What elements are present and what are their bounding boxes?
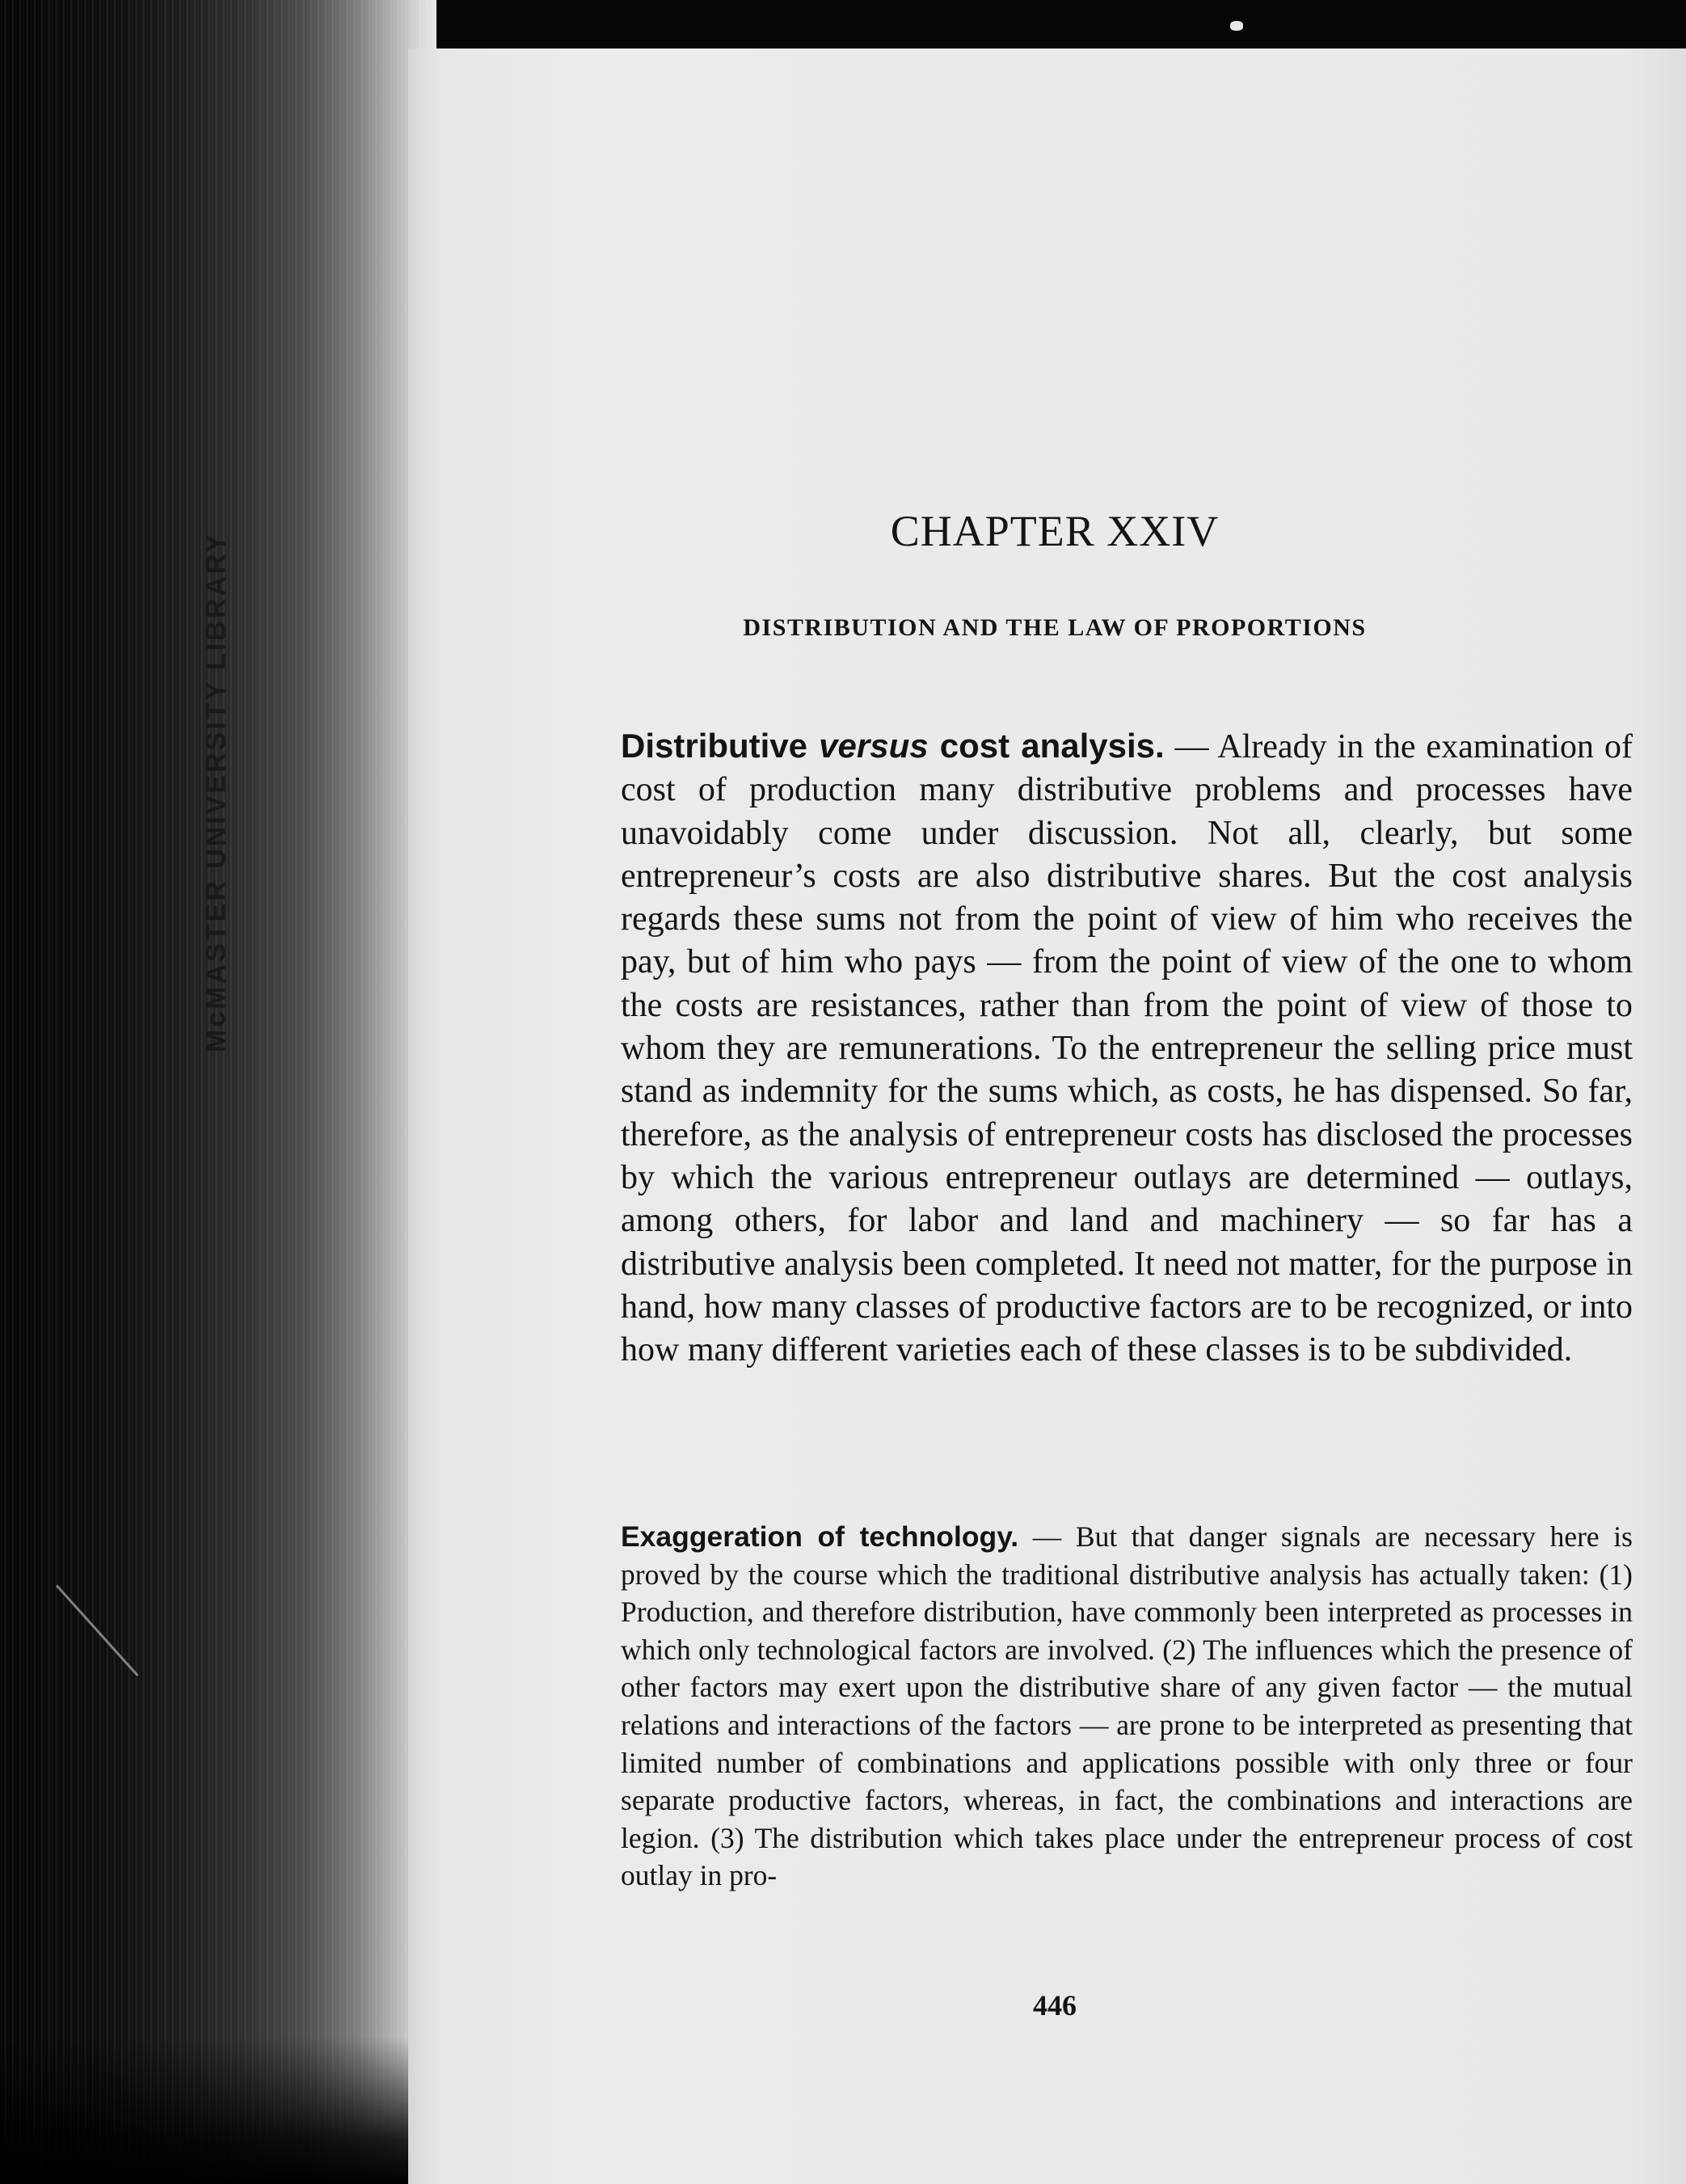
section-heading-text: cost analysis. bbox=[928, 727, 1165, 765]
section-heading-text: Distributive bbox=[621, 727, 820, 765]
page-number: 446 bbox=[1033, 1989, 1077, 2022]
chapter-title: CHAPTER XXIV bbox=[890, 507, 1220, 555]
book-page bbox=[408, 48, 1686, 2184]
section-heading: Exaggeration of technology. bbox=[621, 1520, 1019, 1553]
chapter-subtitle: DISTRIBUTION AND THE LAW OF PROPORTIONS bbox=[743, 614, 1367, 641]
paragraph-exaggeration-of-technology bbox=[621, 1518, 1633, 1895]
paragraph-distributive-versus-cost bbox=[621, 724, 1633, 1372]
library-stamp: McMASTER UNIVERSITY LIBRARY bbox=[200, 532, 232, 1052]
section-heading bbox=[621, 727, 1165, 765]
paragraph-body: — Already in the examination of cost of production many distributive problems and processes have unavoidably come under discussion. Not all, clearly, but some entrepreneur’s costs are also distributive shares. But the cost analysis regards these sums not from the point of view of him who receives the pay, but of him who pays — from the point of view of the one to whom the costs are resistances, rather than from the point of view of those to whom they are remunerations. To the entrepreneur the selling price must stand as indemnity for the sums which, as costs, he has dispensed. So far, therefore, as the analysis of entrepreneur costs has disclosed the processes by which the various entrepreneur outlays are determined — outlays, among others, for labor and land and machinery — so far has a distributive analysis been completed. It need not matter, for the purpose in hand, how many classes of productive factors are to be recognized, or into how many different varieties each of these classes is to be subdivided. bbox=[621, 728, 1633, 1369]
section-heading-italic: versus bbox=[819, 727, 929, 765]
paragraph-body: — But that danger signals are necessary here is proved by the course which the traditional distributive analysis has actually taken: (1) Production, and therefore distribution, have commonly been interpreted as processes in which only technological factors are involved. (2) The influences which the presence of other factors may exert upon the distributive share of any given factor — the mutual relations and interactions of the factors — are prone to be interpreted as presenting that limited number of combinations and applications possible with only three or four separate productive factors, whereas, in fact, the combinations and interactions are legion. (3) The distribution which takes place under the entrepreneur process of cost outlay in pro- bbox=[621, 1520, 1633, 1892]
scan-speck bbox=[1230, 21, 1243, 31]
edge-shadow bbox=[0, 2037, 453, 2184]
book-page-edges bbox=[0, 0, 436, 2184]
